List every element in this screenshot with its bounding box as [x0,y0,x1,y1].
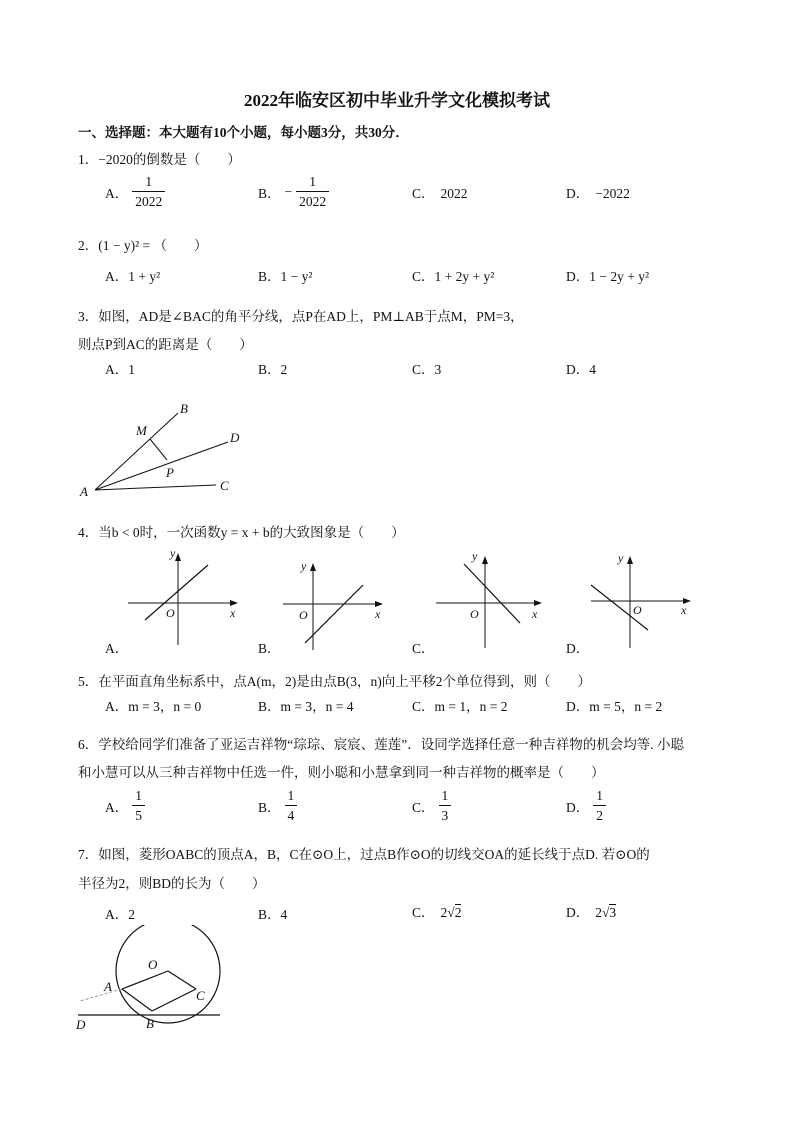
q6-b-den: 4 [287,808,295,823]
q1-b-num: 1 [296,172,329,192]
q2-stem: 2．(1 − y)² = （ ） [78,238,208,253]
q3-angle-bisector-figure [70,395,260,505]
y-label: y [170,546,176,560]
label-b: B [146,1016,154,1031]
x-label: x [681,603,687,617]
q1-c-label: C． [412,186,435,201]
q5-option-c: C．m = 1，n = 2 [412,699,508,714]
q1-stem: 1．−2020的倒数是（ ） [78,152,241,167]
q1-b-sign: − [284,183,293,199]
q1-option-c [412,182,468,202]
q2-option-d: D．1 − 2y + y² [566,269,650,284]
q4-graph-a [120,545,250,645]
sqrt-icon: √ [447,905,455,920]
y-arrow-icon [627,556,633,564]
label-c: C [196,988,205,1003]
sqrt-icon: √ [602,905,610,920]
label-a: A [104,979,112,994]
q7-d-label: D． [566,905,590,920]
q1-b-label: B． [258,185,281,201]
q6-d-den: 2 [596,808,603,823]
q1-d-text: −2022 [595,186,630,201]
q6-b-fraction [285,786,298,825]
q1-a-fraction [132,172,165,211]
q4-stem: 4．当b < 0时，一次函数y = x + b的大致图象是（ ） [78,525,405,540]
q2-option-a: A．1 + y² [105,269,161,284]
q4-graph-b [275,555,405,650]
x-label: x [532,607,538,621]
q7-c-label: C． [412,905,435,920]
q6-b-label: B． [258,799,281,815]
q1-a-label: A． [105,185,129,201]
q5-stem: 5．在平面直角坐标系中，点A(m，2)是由点B(3，n)向上平移2个单位得到，则（ ） [78,674,591,689]
y-label: y [618,551,624,565]
x-arrow-icon [534,600,542,606]
q6-option-d [566,786,606,825]
q6-d-label: D． [566,799,590,815]
q5-option-b: B．m = 3，n = 4 [258,699,354,714]
label-b: B [180,401,188,416]
exam-title: 2022年临安区初中毕业升学文化模拟考试 [244,91,550,110]
y-label: y [472,549,478,563]
label-c: C [220,478,229,493]
q5-option-d: D．m = 5，n = 2 [566,699,663,714]
q3-option-b: B．2 [258,362,288,377]
q6-b-num: 1 [285,786,298,806]
function-line [305,585,363,643]
q6-a-num: 1 [132,786,145,806]
label-p: P [166,465,174,480]
segment-pm [150,439,167,460]
q1-a-num: 1 [132,172,165,192]
y-label: y [301,559,307,573]
x-label: x [230,606,236,620]
q6-c-fraction [439,786,452,825]
label-o: O [148,957,158,972]
q1-option-a [105,172,165,211]
q4-option-b: B． [258,641,281,656]
ray-ad [95,442,228,490]
ray-ac [95,485,216,490]
label-a: A [80,484,88,499]
q4-option-c: C． [412,641,435,656]
section-heading: 一、选择题：本大题有10个小题，每小题3分，共30分． [78,125,409,140]
q6-a-label: A． [105,799,129,815]
segment-oa [122,971,168,989]
q2-option-c: C．1 + 2y + y² [412,269,495,284]
q6-c-num: 1 [439,786,452,806]
q6-d-num: 1 [593,786,606,806]
q7-stem-line2: 半径为2，则BD的长为（ ） [78,876,266,891]
y-arrow-icon [310,563,316,571]
label-m: M [136,423,147,438]
q1-a-den: 2022 [135,194,163,209]
q7-option-d [566,901,616,921]
q6-option-c [412,786,451,825]
q4-graph-c [430,548,560,648]
q7-option-a: A．2 [105,907,135,922]
q4-option-d: D． [566,641,590,656]
q3-stem-line1: 3．如图，AD是∠BAC的角平分线，点P在AD上，PM⊥AB于点M，PM=3， [78,309,524,324]
q6-c-den: 3 [441,808,449,823]
x-label: x [375,607,381,621]
origin-label: O [633,603,642,617]
q6-a-den: 5 [135,808,142,823]
segment-co [168,971,196,989]
q1-c-text: 2022 [440,186,468,201]
q6-d-fraction [593,786,606,825]
segment-ab [122,989,152,1011]
label-d: D [76,1017,86,1032]
q7-option-b: B．4 [258,907,288,922]
q7-d-radicand: 3 [609,905,617,920]
q7-c-coef: 2 [440,905,448,920]
q7-rhombus-circle-figure [70,925,240,1035]
q7-stem-line1: 7．如图，菱形OABC的顶点A，B，C在⊙O上，过点B作⊙O的切线交OA的延长线于点D. 若⊙O的 [78,847,650,862]
q1-option-b [258,172,329,211]
q3-option-c: C．3 [412,362,442,377]
q6-option-a [105,786,145,825]
q1-b-fraction [296,172,329,211]
circle-o [116,925,220,1023]
q4-graph-d [585,548,705,648]
origin-label: O [299,608,308,622]
origin-label: O [166,606,175,620]
y-arrow-icon [482,556,488,564]
extension-oa [80,989,122,1001]
q1-b-den: 2022 [299,194,327,209]
q6-stem-line2: 和小慧可以从三种吉祥物中任选一件，则小聪和小慧拿到同一种吉祥物的概率是（ ） [78,765,605,780]
q6-stem-line1: 6．学校给同学们准备了亚运吉祥物“琮琮、宸宸、莲莲”．设同学选择任意一种吉祥物的机会均等. 小聪 [78,737,684,752]
origin-label: O [470,607,479,621]
q6-option-b [258,786,297,825]
q7-d-coef: 2 [595,905,602,920]
segment-bc [152,989,196,1011]
label-d: D [230,430,240,445]
q4-option-a: A． [105,641,129,656]
function-line [145,565,208,620]
q5-option-a: A．m = 3，n = 0 [105,699,202,714]
q3-option-d: D．4 [566,362,596,377]
q3-stem-line2: 则点P到AC的距离是（ ） [78,337,253,352]
q2-option-b: B．1 − y² [258,269,313,284]
q7-c-radicand: 2 [454,905,462,920]
q6-c-label: C． [412,799,435,815]
q7-option-c [412,901,461,921]
q1-option-d [566,182,630,202]
q1-d-label: D． [566,186,590,201]
q3-option-a: A．1 [105,362,135,377]
q6-a-fraction [132,786,145,825]
y-arrow-icon [175,553,181,561]
